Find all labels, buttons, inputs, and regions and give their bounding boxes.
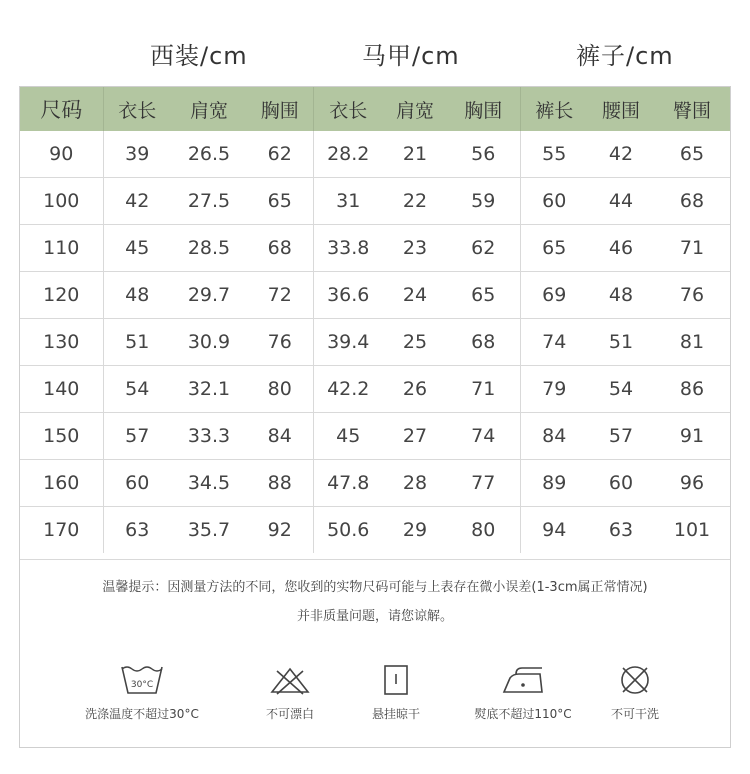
cell-suit-shoulder: 27.5 bbox=[171, 178, 247, 225]
cell-pants-length: 94 bbox=[520, 507, 588, 554]
cell-pants-hip: 71 bbox=[654, 225, 730, 272]
cell-pants-waist: 54 bbox=[588, 366, 654, 413]
cell-suit-shoulder: 32.1 bbox=[171, 366, 247, 413]
notice bbox=[20, 559, 730, 624]
cell-size: 120 bbox=[20, 272, 103, 319]
cell-suit-chest: 72 bbox=[247, 272, 313, 319]
cell-vest-shoulder: 29 bbox=[383, 507, 447, 554]
table-row bbox=[20, 225, 730, 272]
cell-pants-length: 60 bbox=[520, 178, 588, 225]
col-header-size: 尺码 bbox=[20, 87, 103, 131]
cell-suit-chest: 65 bbox=[247, 178, 313, 225]
cell-vest-chest: 80 bbox=[447, 507, 520, 554]
cell-suit-length: 57 bbox=[103, 413, 171, 460]
table-row bbox=[20, 413, 730, 460]
cell-suit-shoulder: 26.5 bbox=[187, 143, 231, 165]
cell-suit-shoulder: 28.5 bbox=[171, 225, 247, 272]
cell-vest-length: 31 bbox=[313, 178, 383, 225]
care-instructions bbox=[20, 663, 730, 743]
cell-vest-chest: 59 bbox=[447, 178, 520, 225]
cell-suit-shoulder: 35.7 bbox=[171, 507, 247, 554]
cell-pants-waist: 63 bbox=[588, 507, 654, 554]
cell-vest-length: 45 bbox=[313, 413, 383, 460]
cell-suit-length: 48 bbox=[103, 272, 171, 319]
cell-pants-length: 79 bbox=[520, 366, 588, 413]
cell-size: 130 bbox=[20, 319, 103, 366]
col-header-suit-length: 衣长 bbox=[103, 87, 171, 131]
cell-suit-length: 39 bbox=[103, 131, 171, 178]
cell-vest-chest: 68 bbox=[447, 319, 520, 366]
size-table-body bbox=[20, 131, 730, 553]
cell-pants-length: 55 bbox=[520, 131, 588, 178]
table-row bbox=[20, 366, 730, 413]
care-item-wash bbox=[72, 663, 212, 722]
cell-vest-length: 33.8 bbox=[313, 225, 383, 272]
cell-suit-chest: 92 bbox=[247, 507, 313, 554]
cell-pants-length: 89 bbox=[520, 460, 588, 507]
care-label-iron: 熨底不超过110°C bbox=[474, 707, 572, 721]
table-row bbox=[20, 319, 730, 366]
cell-vest-shoulder: 28 bbox=[383, 460, 447, 507]
wash-30-icon bbox=[119, 663, 165, 697]
cell-pants-hip: 81 bbox=[654, 319, 730, 366]
cell-suit-shoulder: 34.5 bbox=[171, 460, 247, 507]
cell-suit-chest: 62 bbox=[267, 143, 292, 165]
cell-pants-waist: 51 bbox=[588, 319, 654, 366]
col-header-suit-shoulder: 肩宽 bbox=[171, 87, 247, 131]
cell-suit-shoulder: 29.7 bbox=[171, 272, 247, 319]
cell-vest-length: 28.2 bbox=[313, 131, 383, 178]
cell-pants-length: 84 bbox=[520, 413, 588, 460]
care-item-no-dry-clean bbox=[565, 663, 705, 722]
cell-suit-length: 51 bbox=[103, 319, 171, 366]
cell-pants-waist: 46 bbox=[588, 225, 654, 272]
iron-icon bbox=[500, 663, 546, 697]
cell-vest-length: 47.8 bbox=[313, 460, 383, 507]
cell-suit-length: 63 bbox=[103, 507, 171, 554]
size-table bbox=[20, 87, 730, 553]
col-header-vest-shoulder: 肩宽 bbox=[383, 87, 447, 131]
cell-suit-chest: 88 bbox=[247, 460, 313, 507]
cell-pants-hip: 76 bbox=[654, 272, 730, 319]
cell-size: 100 bbox=[20, 178, 103, 225]
notice-line-1: 温馨提示：因测量方法的不同，您收到的实物尺码可能与上表存在微小误差(1-3cm属正常情况) bbox=[102, 580, 648, 595]
cell-vest-shoulder: 25 bbox=[383, 319, 447, 366]
cell-suit-shoulder: 30.9 bbox=[171, 319, 247, 366]
col-header-pants-length: 裤长 bbox=[520, 87, 588, 131]
cell-vest-shoulder: 27 bbox=[383, 413, 447, 460]
col-header-vest-length: 衣长 bbox=[313, 87, 383, 131]
cell-pants-hip: 96 bbox=[654, 460, 730, 507]
no-bleach-icon bbox=[267, 663, 313, 697]
cell-pants-length: 74 bbox=[520, 319, 588, 366]
cell-suit-length: 60 bbox=[103, 460, 171, 507]
hang-dry-icon bbox=[373, 663, 419, 697]
cell-suit-length: 42 bbox=[103, 178, 171, 225]
cell-size: 150 bbox=[20, 413, 103, 460]
cell-vest-chest: 62 bbox=[447, 225, 520, 272]
table-row bbox=[20, 460, 730, 507]
cell-vest-shoulder: 26 bbox=[383, 366, 447, 413]
cell-pants-waist: 42 bbox=[608, 143, 634, 165]
cell-vest-chest: 71 bbox=[447, 366, 520, 413]
cell-vest-length: 42.2 bbox=[313, 366, 383, 413]
group-title-pants: 裤子/cm bbox=[576, 42, 674, 70]
cell-vest-length: 50.6 bbox=[313, 507, 383, 554]
cell-pants-waist: 60 bbox=[588, 460, 654, 507]
cell-vest-shoulder: 24 bbox=[383, 272, 447, 319]
col-header-pants-waist: 腰围 bbox=[588, 87, 654, 131]
cell-size: 110 bbox=[20, 225, 103, 272]
cell-pants-hip: 68 bbox=[654, 178, 730, 225]
cell-vest-shoulder: 23 bbox=[383, 225, 447, 272]
cell-suit-length: 45 bbox=[103, 225, 171, 272]
cell-vest-shoulder: 22 bbox=[383, 178, 447, 225]
cell-size: 170 bbox=[20, 507, 103, 554]
cell-suit-chest: 84 bbox=[247, 413, 313, 460]
cell-size: 160 bbox=[20, 460, 103, 507]
wash-temp-text: 30°C bbox=[130, 680, 154, 690]
col-header-suit-chest: 胸围 bbox=[247, 87, 313, 131]
cell-vest-length: 39.4 bbox=[313, 319, 383, 366]
cell-pants-waist: 48 bbox=[588, 272, 654, 319]
cell-vest-chest: 77 bbox=[447, 460, 520, 507]
cell-pants-length: 69 bbox=[520, 272, 588, 319]
cell-suit-shoulder: 33.3 bbox=[171, 413, 247, 460]
care-label-no-dry-clean: 不可干洗 bbox=[610, 707, 659, 721]
cell-pants-hip: 86 bbox=[654, 366, 730, 413]
cell-vest-chest: 74 bbox=[447, 413, 520, 460]
table-row bbox=[20, 272, 730, 319]
care-label-no-bleach: 不可漂白 bbox=[265, 707, 314, 721]
cell-pants-waist: 57 bbox=[588, 413, 654, 460]
cell-suit-length: 54 bbox=[103, 366, 171, 413]
cell-vest-length: 36.6 bbox=[313, 272, 383, 319]
cell-suit-chest: 68 bbox=[247, 225, 313, 272]
no-dry-clean-icon bbox=[612, 663, 658, 697]
cell-size: 140 bbox=[20, 366, 103, 413]
cell-vest-chest: 65 bbox=[447, 272, 520, 319]
cell-size: 90 bbox=[49, 143, 74, 165]
cell-pants-hip: 65 bbox=[679, 143, 705, 165]
table-row bbox=[20, 131, 730, 178]
cell-vest-shoulder: 21 bbox=[402, 143, 428, 165]
cell-pants-hip: 91 bbox=[654, 413, 730, 460]
cell-pants-waist: 44 bbox=[588, 178, 654, 225]
group-title-suit: 西装/cm bbox=[150, 42, 248, 70]
cell-pants-length: 65 bbox=[520, 225, 588, 272]
care-label-hang-dry: 悬挂晾干 bbox=[371, 707, 420, 721]
notice-line-2: 并非质量问题，请您谅解。 bbox=[296, 609, 453, 624]
group-titles bbox=[0, 36, 750, 80]
care-item-hang-dry bbox=[326, 663, 466, 722]
cell-suit-chest: 80 bbox=[247, 366, 313, 413]
table-row bbox=[20, 507, 730, 554]
col-header-pants-hip: 臀围 bbox=[654, 87, 730, 131]
size-chart-frame bbox=[19, 86, 731, 748]
care-label-wash: 洗涤温度不超过30°C bbox=[85, 707, 199, 721]
cell-vest-chest: 56 bbox=[471, 143, 496, 165]
cell-pants-hip: 101 bbox=[654, 507, 730, 554]
col-header-vest-chest: 胸围 bbox=[447, 87, 520, 131]
header-row bbox=[20, 87, 730, 131]
cell-suit-chest: 76 bbox=[247, 319, 313, 366]
table-row bbox=[20, 178, 730, 225]
group-title-vest: 马甲/cm bbox=[362, 42, 460, 70]
